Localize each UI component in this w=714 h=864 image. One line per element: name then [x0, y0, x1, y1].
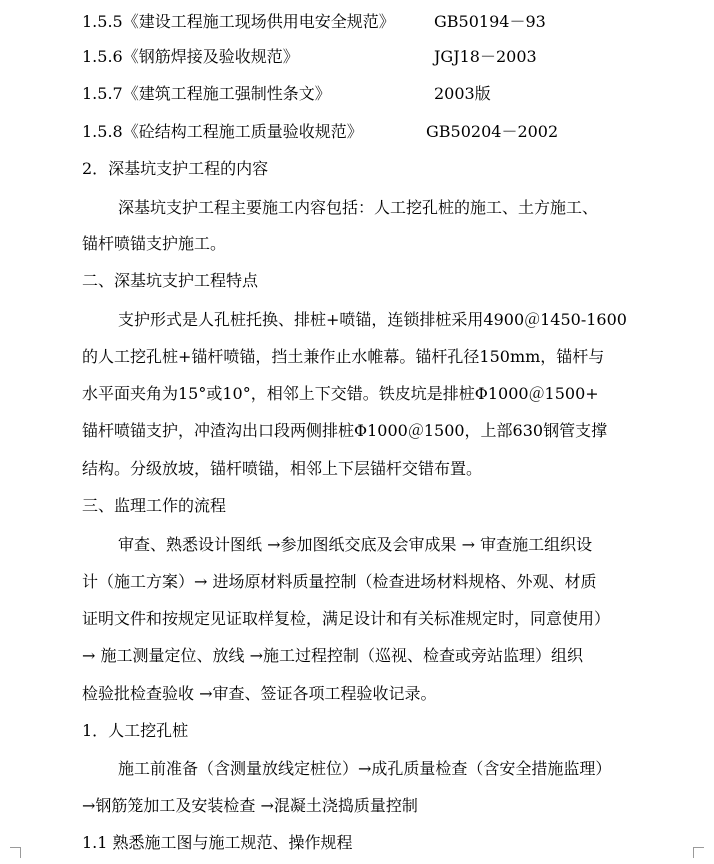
paragraph-line: 证明文件和按规定见证取样复检，满足设计和有关标准规定时，同意使用）	[82, 609, 611, 628]
paragraph-line: 审查、熟悉设计图纸 →参加图纸交底及会审成果 → 审查施工组织设	[118, 535, 593, 554]
section-heading-features: 二、深基坑支护工程特点	[82, 271, 259, 290]
paragraph-line: 施工前准备（含测量放线定桩位）→成孔质量检查（含安全措施监理）	[118, 759, 612, 778]
section-heading-content: 2．深基坑支护工程的内容	[82, 159, 269, 178]
subsection-heading: 1.1 熟悉施工图与施工规范、操作规程	[82, 833, 353, 852]
paragraph-line: →钢筋笼加工及安装检查 →混凝土浇捣质量控制	[82, 796, 418, 815]
paragraph-line: 锚杆喷锚支护施工。	[82, 234, 227, 253]
reference-1-code: GB50194－93	[434, 12, 546, 31]
paragraph-line: 水平面夹角为15°或10°，相邻上下交错。铁皮坑是排桩Φ1000＠1500+	[82, 384, 599, 403]
reference-4-title: 1.5.8《砼结构工程施工质量验收规范》	[82, 122, 363, 141]
reference-4-code: GB50204－2002	[426, 122, 559, 141]
paragraph-line: 结构。分级放坡，锚杆喷锚，相邻上下层锚杆交错布置。	[82, 459, 483, 478]
reference-3-code: 2003版	[434, 84, 491, 103]
paragraph-line: 计（施工方案）→ 进场原材料质量控制（检查进场材料规格、外观、材质	[82, 572, 597, 591]
reference-1-title: 1.5.5《建设工程施工现场供用电安全规范》	[82, 12, 395, 31]
page-corner-mark	[693, 847, 704, 858]
paragraph-line: 检验批检查验收 →审查、签证各项工程验收记录。	[82, 684, 437, 703]
section-heading-pile: 1．人工挖孔桩	[82, 721, 189, 740]
paragraph-line: 的人工挖孔桩+锚杆喷锚，挡土兼作止水帷幕。锚杆孔径150mm，锚杆与	[82, 347, 605, 366]
reference-2-title: 1.5.6《钢筋焊接及验收规范》	[82, 47, 299, 66]
reference-2-code: JGJ18－2003	[434, 47, 537, 66]
page-corner-mark	[10, 847, 21, 858]
reference-3-title: 1.5.7《建筑工程施工强制性条文》	[82, 84, 331, 103]
paragraph-line: 支护形式是人孔桩托换、排桩+喷锚，连锁排桩采用4900＠1450-1600	[118, 310, 627, 329]
section-heading-workflow: 三、监理工作的流程	[82, 496, 227, 515]
paragraph-line: → 施工测量定位、放线 →施工过程控制（巡视、检查或旁站监理）组织	[82, 646, 583, 665]
paragraph-line: 锚杆喷锚支护，冲渣沟出口段两侧排桩Φ1000＠1500，上部630钢管支撑	[82, 421, 608, 440]
paragraph-line: 深基坑支护工程主要施工内容包括：人工挖孔桩的施工、土方施工、	[118, 198, 599, 217]
